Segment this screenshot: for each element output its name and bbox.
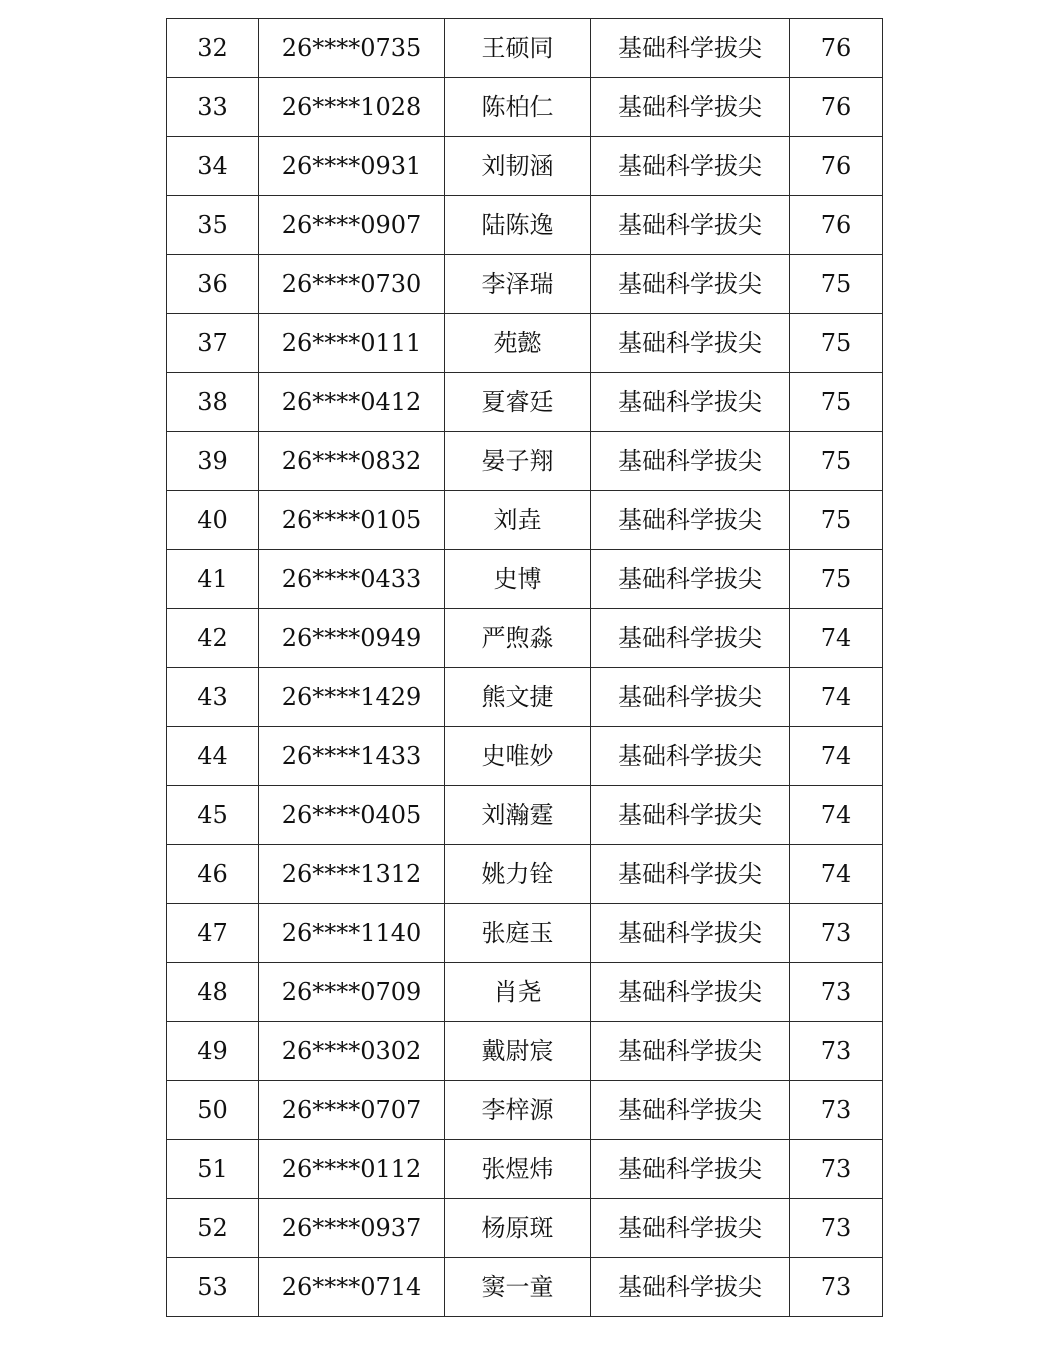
table-row bbox=[167, 786, 883, 845]
table-row bbox=[167, 255, 883, 314]
table-row bbox=[167, 1081, 883, 1140]
score-cell: 73 bbox=[790, 1140, 883, 1199]
results-table bbox=[166, 18, 883, 1317]
table-row bbox=[167, 314, 883, 373]
track-cell: 基础科学拔尖 bbox=[591, 1081, 790, 1140]
table-row bbox=[167, 1140, 883, 1199]
candidate-id-cell: 26****0105 bbox=[259, 491, 445, 550]
candidate-id-cell: 26****1312 bbox=[259, 845, 445, 904]
table-row bbox=[167, 727, 883, 786]
candidate-name-cell: 陈柏仁 bbox=[445, 78, 591, 137]
score-cell: 73 bbox=[790, 1199, 883, 1258]
track-cell: 基础科学拔尖 bbox=[591, 78, 790, 137]
candidate-id-cell: 26****0949 bbox=[259, 609, 445, 668]
table-row bbox=[167, 1199, 883, 1258]
score-cell: 73 bbox=[790, 1022, 883, 1081]
track-cell: 基础科学拔尖 bbox=[591, 609, 790, 668]
track-cell: 基础科学拔尖 bbox=[591, 845, 790, 904]
candidate-id-cell: 26****0730 bbox=[259, 255, 445, 314]
track-cell: 基础科学拔尖 bbox=[591, 196, 790, 255]
track-cell: 基础科学拔尖 bbox=[591, 1140, 790, 1199]
results-sheet bbox=[166, 18, 882, 1317]
candidate-name-cell: 窦一童 bbox=[445, 1258, 591, 1317]
candidate-name-cell: 严煦淼 bbox=[445, 609, 591, 668]
candidate-name-cell: 史唯妙 bbox=[445, 727, 591, 786]
candidate-id-cell: 26****0405 bbox=[259, 786, 445, 845]
score-cell: 74 bbox=[790, 668, 883, 727]
candidate-name-cell: 刘瀚霆 bbox=[445, 786, 591, 845]
track-cell: 基础科学拔尖 bbox=[591, 19, 790, 78]
candidate-id-cell: 26****0931 bbox=[259, 137, 445, 196]
track-cell: 基础科学拔尖 bbox=[591, 1258, 790, 1317]
candidate-id-cell: 26****0112 bbox=[259, 1140, 445, 1199]
sequence-cell: 38 bbox=[167, 373, 259, 432]
candidate-name-cell: 张庭玉 bbox=[445, 904, 591, 963]
score-cell: 74 bbox=[790, 845, 883, 904]
candidate-name-cell: 张煜炜 bbox=[445, 1140, 591, 1199]
candidate-name-cell: 杨原斑 bbox=[445, 1199, 591, 1258]
candidate-name-cell: 李泽瑞 bbox=[445, 255, 591, 314]
score-cell: 75 bbox=[790, 491, 883, 550]
candidate-name-cell: 王硕同 bbox=[445, 19, 591, 78]
results-table-body bbox=[167, 19, 883, 1317]
table-row bbox=[167, 432, 883, 491]
sequence-cell: 34 bbox=[167, 137, 259, 196]
sequence-cell: 39 bbox=[167, 432, 259, 491]
track-cell: 基础科学拔尖 bbox=[591, 137, 790, 196]
candidate-id-cell: 26****1028 bbox=[259, 78, 445, 137]
sequence-cell: 45 bbox=[167, 786, 259, 845]
score-cell: 73 bbox=[790, 1258, 883, 1317]
candidate-id-cell: 26****0433 bbox=[259, 550, 445, 609]
score-cell: 73 bbox=[790, 1081, 883, 1140]
table-row bbox=[167, 137, 883, 196]
track-cell: 基础科学拔尖 bbox=[591, 314, 790, 373]
candidate-id-cell: 26****0937 bbox=[259, 1199, 445, 1258]
score-cell: 73 bbox=[790, 963, 883, 1022]
sequence-cell: 42 bbox=[167, 609, 259, 668]
table-row bbox=[167, 550, 883, 609]
sequence-cell: 47 bbox=[167, 904, 259, 963]
track-cell: 基础科学拔尖 bbox=[591, 373, 790, 432]
candidate-name-cell: 戴尉宸 bbox=[445, 1022, 591, 1081]
table-row bbox=[167, 845, 883, 904]
score-cell: 75 bbox=[790, 314, 883, 373]
candidate-name-cell: 刘垚 bbox=[445, 491, 591, 550]
score-cell: 75 bbox=[790, 373, 883, 432]
track-cell: 基础科学拔尖 bbox=[591, 1022, 790, 1081]
score-cell: 74 bbox=[790, 786, 883, 845]
candidate-id-cell: 26****0412 bbox=[259, 373, 445, 432]
track-cell: 基础科学拔尖 bbox=[591, 727, 790, 786]
candidate-id-cell: 26****1140 bbox=[259, 904, 445, 963]
sequence-cell: 52 bbox=[167, 1199, 259, 1258]
track-cell: 基础科学拔尖 bbox=[591, 550, 790, 609]
table-row bbox=[167, 196, 883, 255]
track-cell: 基础科学拔尖 bbox=[591, 668, 790, 727]
candidate-name-cell: 肖尧 bbox=[445, 963, 591, 1022]
candidate-id-cell: 26****0111 bbox=[259, 314, 445, 373]
candidate-name-cell: 李梓源 bbox=[445, 1081, 591, 1140]
track-cell: 基础科学拔尖 bbox=[591, 786, 790, 845]
sequence-cell: 53 bbox=[167, 1258, 259, 1317]
sequence-cell: 36 bbox=[167, 255, 259, 314]
candidate-id-cell: 26****0714 bbox=[259, 1258, 445, 1317]
sequence-cell: 48 bbox=[167, 963, 259, 1022]
score-cell: 75 bbox=[790, 550, 883, 609]
candidate-name-cell: 姚力铨 bbox=[445, 845, 591, 904]
table-row bbox=[167, 491, 883, 550]
table-row bbox=[167, 963, 883, 1022]
score-cell: 76 bbox=[790, 19, 883, 78]
candidate-id-cell: 26****0735 bbox=[259, 19, 445, 78]
sequence-cell: 51 bbox=[167, 1140, 259, 1199]
candidate-name-cell: 陆陈逸 bbox=[445, 196, 591, 255]
sequence-cell: 32 bbox=[167, 19, 259, 78]
candidate-id-cell: 26****0907 bbox=[259, 196, 445, 255]
candidate-name-cell: 熊文捷 bbox=[445, 668, 591, 727]
sequence-cell: 35 bbox=[167, 196, 259, 255]
table-row bbox=[167, 668, 883, 727]
table-row bbox=[167, 373, 883, 432]
track-cell: 基础科学拔尖 bbox=[591, 963, 790, 1022]
score-cell: 76 bbox=[790, 137, 883, 196]
score-cell: 74 bbox=[790, 609, 883, 668]
table-row bbox=[167, 19, 883, 78]
sequence-cell: 40 bbox=[167, 491, 259, 550]
candidate-id-cell: 26****0709 bbox=[259, 963, 445, 1022]
track-cell: 基础科学拔尖 bbox=[591, 491, 790, 550]
sequence-cell: 41 bbox=[167, 550, 259, 609]
table-row bbox=[167, 1022, 883, 1081]
track-cell: 基础科学拔尖 bbox=[591, 1199, 790, 1258]
score-cell: 74 bbox=[790, 727, 883, 786]
score-cell: 76 bbox=[790, 78, 883, 137]
score-cell: 75 bbox=[790, 432, 883, 491]
table-row bbox=[167, 904, 883, 963]
candidate-id-cell: 26****1433 bbox=[259, 727, 445, 786]
sequence-cell: 33 bbox=[167, 78, 259, 137]
sequence-cell: 49 bbox=[167, 1022, 259, 1081]
sequence-cell: 46 bbox=[167, 845, 259, 904]
candidate-id-cell: 26****0707 bbox=[259, 1081, 445, 1140]
score-cell: 76 bbox=[790, 196, 883, 255]
table-row bbox=[167, 78, 883, 137]
sequence-cell: 43 bbox=[167, 668, 259, 727]
candidate-id-cell: 26****0832 bbox=[259, 432, 445, 491]
track-cell: 基础科学拔尖 bbox=[591, 904, 790, 963]
track-cell: 基础科学拔尖 bbox=[591, 432, 790, 491]
candidate-name-cell: 史博 bbox=[445, 550, 591, 609]
sequence-cell: 37 bbox=[167, 314, 259, 373]
candidate-name-cell: 苑懿 bbox=[445, 314, 591, 373]
sequence-cell: 44 bbox=[167, 727, 259, 786]
candidate-id-cell: 26****0302 bbox=[259, 1022, 445, 1081]
score-cell: 75 bbox=[790, 255, 883, 314]
table-row bbox=[167, 1258, 883, 1317]
candidate-name-cell: 夏睿廷 bbox=[445, 373, 591, 432]
score-cell: 73 bbox=[790, 904, 883, 963]
candidate-name-cell: 晏子翔 bbox=[445, 432, 591, 491]
candidate-id-cell: 26****1429 bbox=[259, 668, 445, 727]
table-row bbox=[167, 609, 883, 668]
sequence-cell: 50 bbox=[167, 1081, 259, 1140]
track-cell: 基础科学拔尖 bbox=[591, 255, 790, 314]
candidate-name-cell: 刘韧涵 bbox=[445, 137, 591, 196]
